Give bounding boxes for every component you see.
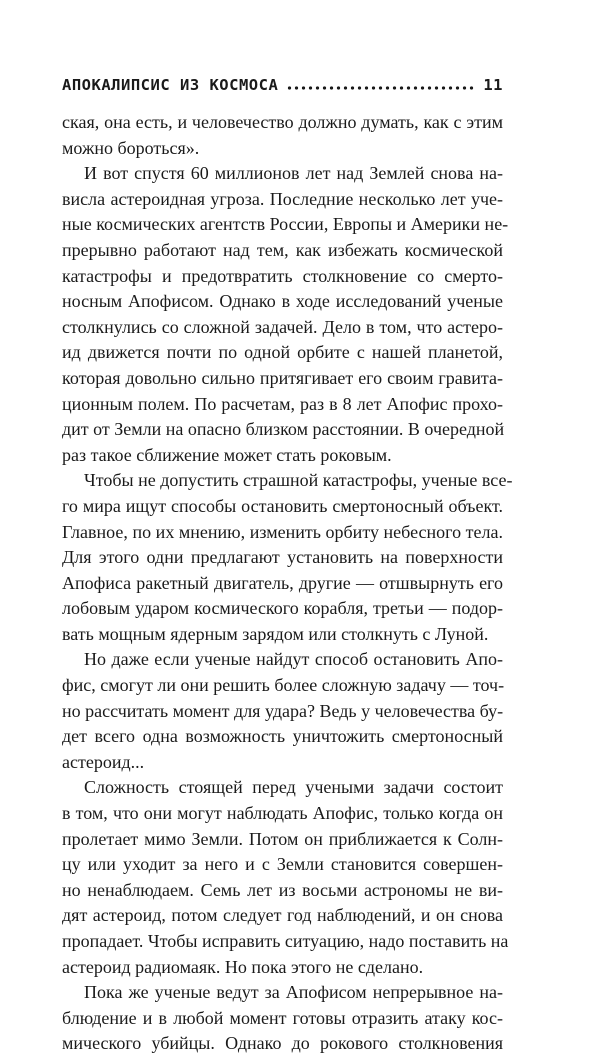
text-line: Главное, по их мнению, изменить орбиту небесного тела. [62,521,503,542]
text-line: пролетает мимо Земли. Потом он приближается к Солн- [62,828,503,849]
running-header [62,68,503,94]
text-line: висла астероидная угроза. Последние несколько лет уче- [62,188,503,209]
text-line: Пока же ученые ведут за Апофисом непрерывное на- [84,982,503,1003]
text-line: можно бороться». [62,137,200,158]
text-line: ид движется почти по одной орбите с нашей планетой, [62,342,503,363]
paragraph [62,980,503,1057]
text-line: ционным полем. По расчетам, раз в 8 лет Апофис прохо- [62,393,503,414]
text-line: Чтобы не допустить страшной катастрофы, ученые все- [84,470,513,491]
text-line: Но даже если ученые найдут способ остановить Апо- [84,649,503,670]
page-number: 11 [483,76,503,94]
text-line: астероид... [62,751,145,772]
paragraph [62,468,513,647]
paragraph [62,110,503,161]
text-line: И вот спустя 60 миллионов лет над Землей снова на- [84,163,503,184]
text-line: которая довольно сильно притягивает его своим гравита- [62,367,503,388]
text-line: ные космических агентств России, Европы и Америки не- [62,214,509,235]
text-line: го мира ищут способы остановить смертоносный объект. [62,495,503,516]
running-title: АПОКАЛИПСИС ИЗ КОСМОСА [62,76,279,94]
text-line: прерывно работают над тем, как избежать космической [62,239,503,260]
text-line: Апофиса ракетный двигатель, другие — отшвырнуть его [62,572,503,593]
text-line: дят астероид, потом следует год наблюдений, и он снова [62,905,503,926]
text-line: блюдение и в любой момент готовы отразить атаку кос- [62,1007,503,1028]
text-line: столкнулись со сложной задачей. Дело в том, что астеро- [62,316,503,337]
text-line: Для этого одни предлагают установить на поверхности [62,547,503,568]
text-line: лобовым ударом космического корабля, третьи — подор- [62,598,503,619]
text-line: пропадает. Чтобы исправить ситуацию, надо поставить на [62,931,509,951]
text-line: цу или уходит за него и с Земли становится совершен- [62,854,503,875]
paragraph [62,647,503,775]
text-line: дет всего одна возможность уничтожить смертоносный [62,726,503,747]
text-line: но рассчитать момент для удара? Ведь у человечества бу- [62,700,504,721]
text-line: вать мощным ядерным зарядом или столкнуть с Луной. [62,623,489,644]
text-line: Сложность стоящей перед учеными задачи состоит [84,777,503,798]
text-line: фис, смогут ли они решить более сложную задачу — точ- [62,675,505,696]
text-line: дит от Земли на опасно близком расстоянии. В очередной [62,419,505,440]
text-line: но ненаблюдаем. Семь лет из восьми астрономы не ви- [62,879,503,900]
text-line: астероид радиомаяк. Но пока этого не сделано. [62,956,424,977]
dotted-leader [286,86,475,90]
paragraph [62,161,509,468]
text-line: носным Апофисом. Однако в ходе исследований ученые [62,291,503,312]
paragraph [62,775,509,980]
text-line: в том, что они могут наблюдать Апофис, только когда он [62,803,503,824]
text-line: катастрофы и предотвратить столкновение со смерто- [62,265,503,286]
text-line: раз такое сближение может стать роковым. [62,444,392,465]
text-line: ская, она есть, и человечество должно думать, как с этим [62,112,503,132]
text-line: мического убийцы. Однако до рокового столкновения [62,1033,503,1054]
body-text [62,110,513,1057]
